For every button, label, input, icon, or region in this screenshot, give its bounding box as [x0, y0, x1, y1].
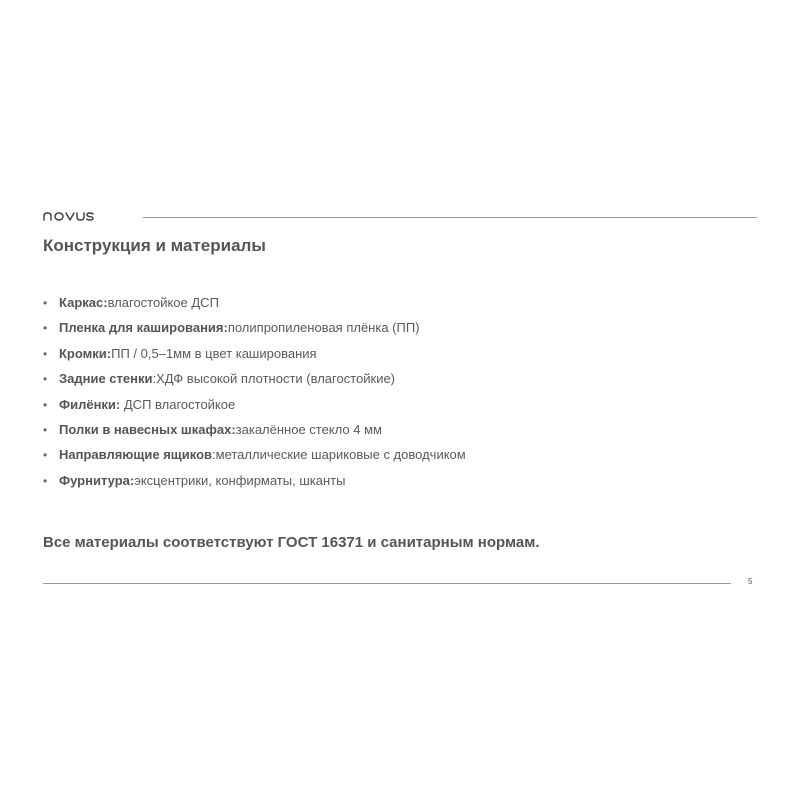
footer-divider — [43, 583, 731, 584]
spec-value: влагостойкое ДСП — [107, 295, 219, 310]
list-item — [43, 294, 466, 319]
spec-label: Кромки: — [59, 345, 112, 361]
list-item — [43, 370, 466, 395]
spec-value: ДСП влагостойкое — [120, 396, 236, 412]
list-item — [43, 345, 466, 370]
spec-value: эксцентрики, конфирматы, шканты — [134, 472, 346, 488]
header-divider — [143, 217, 757, 218]
spec-label: Фурнитура: — [59, 472, 135, 488]
compliance-note: Все материалы соответствуют ГОСТ 16371 и санитарным нормам. — [43, 534, 540, 551]
spec-value: закалённое стекло 4 мм — [235, 421, 382, 437]
spec-value: :металлические шариковые с доводчиком — [212, 447, 466, 463]
brand-logo — [43, 208, 107, 224]
list-item — [43, 319, 466, 344]
spec-value: ПП / 0,5–1мм в цвет каширования — [111, 345, 317, 361]
bullet-icon: • — [43, 397, 48, 412]
spec-label: Направляющие ящиков — [59, 447, 213, 463]
spec-label: Пленка для каширования: — [59, 320, 228, 336]
bullet-icon: • — [43, 321, 48, 336]
list-item — [43, 446, 466, 471]
bullet-icon: • — [43, 372, 48, 387]
bullet-icon: • — [43, 346, 48, 361]
spec-label: Задние стенки — [59, 371, 153, 387]
page-title: Конструкция и материалы — [43, 236, 266, 255]
list-item — [43, 472, 466, 497]
spec-label: Филёнки: — [59, 396, 121, 412]
spec-label: Полки в навесных шкафах: — [59, 421, 236, 437]
bullet-icon: • — [43, 473, 48, 488]
bullet-icon: • — [43, 422, 48, 437]
list-item — [43, 396, 466, 421]
spec-list — [43, 294, 466, 497]
bullet-icon: • — [43, 296, 48, 310]
novus-logo-icon — [43, 208, 107, 224]
spec-value: полипропиленовая плёнка (ПП) — [227, 320, 420, 336]
spec-value: :ХДФ высокой плотности (влагостойкие) — [152, 371, 396, 387]
page-number: 5 — [748, 577, 753, 586]
bullet-icon: • — [43, 448, 48, 463]
list-item — [43, 421, 466, 446]
spec-label: Каркас: — [59, 295, 108, 310]
